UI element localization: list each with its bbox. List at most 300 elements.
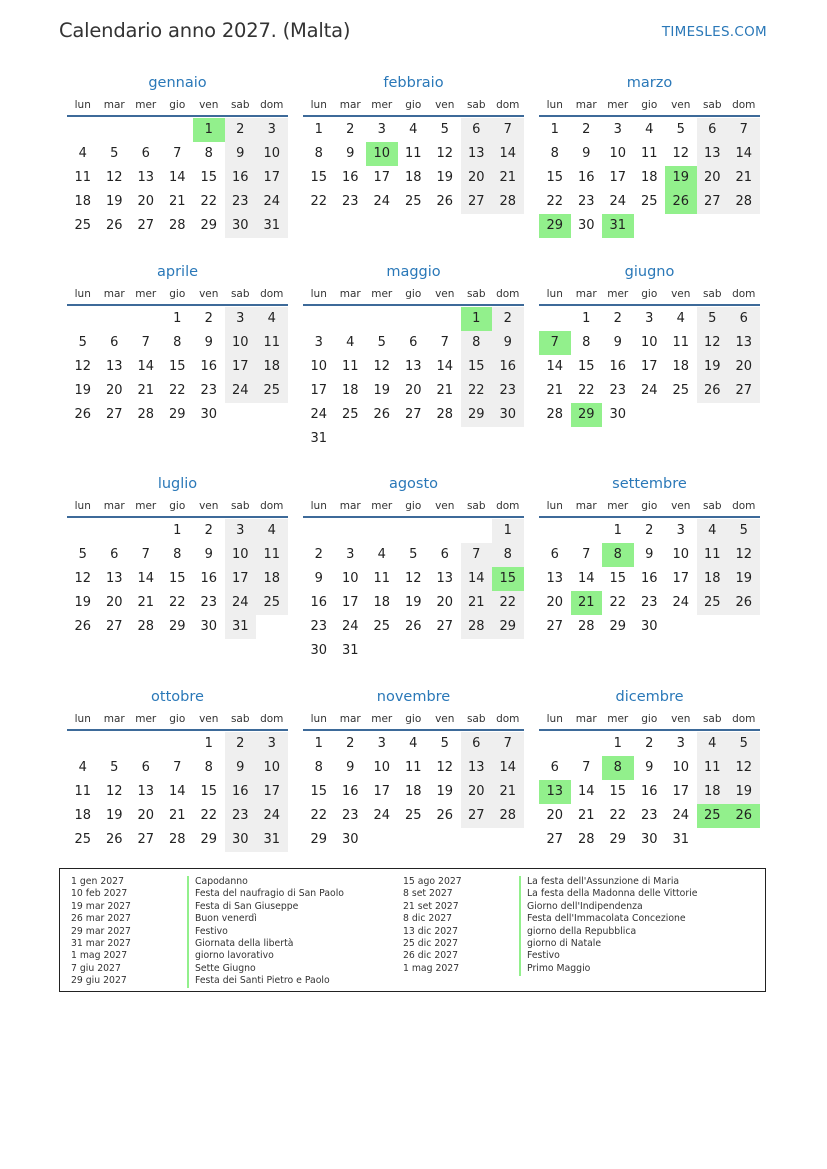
day-cell: 22 [461, 379, 493, 403]
weekday-label: dom [260, 287, 284, 300]
day-cell: 27 [697, 190, 729, 214]
day-cell: 13 [105, 571, 123, 586]
day-cell: 22 [546, 194, 564, 209]
holiday-day-cell: 8 [602, 543, 634, 567]
day-cell: 6 [110, 547, 119, 562]
day-cell: 24 [225, 591, 257, 615]
legend-holiday: giorno lavorativo [195, 950, 274, 962]
day-cell: 19 [697, 355, 729, 379]
empty-cell [130, 732, 162, 756]
empty-cell [162, 732, 194, 756]
day-cell: 10 [373, 760, 391, 775]
day-cell: 26 [105, 218, 123, 233]
weekday-label: ven [671, 98, 691, 111]
day-cell: 28 [492, 190, 524, 214]
day-cell: 18 [672, 359, 690, 374]
day-grid [539, 732, 760, 852]
day-cell: 16 [200, 571, 218, 586]
legend-dates-right [403, 876, 462, 975]
day-cell: 4 [256, 307, 288, 331]
weekday-label: mer [371, 712, 393, 725]
day-cell: 15 [609, 784, 627, 799]
day-cell: 30 [640, 832, 658, 847]
day-cell: 27 [404, 407, 422, 422]
weekday-label: sab [702, 499, 722, 512]
weekday-label: gio [169, 287, 186, 300]
page-title: Calendario anno 2027. (Malta) [59, 19, 351, 42]
weekday-label: gio [169, 499, 186, 512]
day-cell: 29 [461, 403, 493, 427]
day-cell: 13 [404, 359, 422, 374]
day-cell: 9 [225, 756, 257, 780]
day-cell: 13 [461, 756, 493, 780]
legend-holiday: Primo Maggio [527, 962, 591, 974]
day-cell: 30 [341, 832, 359, 847]
day-cell: 21 [137, 383, 155, 398]
day-cell: 17 [225, 355, 257, 379]
day-cell: 12 [373, 359, 391, 374]
day-cell: 7 [141, 547, 150, 562]
day-cell: 9 [225, 142, 257, 166]
day-cell: 10 [310, 359, 328, 374]
day-cell: 3 [676, 523, 685, 538]
day-cell: 22 [492, 591, 524, 615]
day-cell: 18 [697, 567, 729, 591]
day-cell: 28 [168, 832, 186, 847]
month-name: gennaio [148, 75, 207, 91]
day-cell: 24 [373, 808, 391, 823]
weekday-label: ven [671, 287, 691, 300]
legend-date: 29 giu 2027 [71, 975, 127, 987]
legend-holiday: Festa dell'Immacolata Concezione [527, 913, 686, 925]
day-cell: 29 [310, 832, 328, 847]
day-grid [67, 307, 288, 427]
day-cell: 2 [225, 118, 257, 142]
weekday-label: gio [405, 98, 422, 111]
legend-date: 29 mar 2027 [71, 925, 131, 937]
legend-holiday: Giornata della libertà [195, 937, 294, 949]
day-cell: 9 [645, 760, 654, 775]
holiday-day-cell: 1 [461, 307, 493, 331]
legend-date: 26 mar 2027 [71, 913, 131, 925]
day-cell: 12 [105, 784, 123, 799]
day-cell: 11 [697, 543, 729, 567]
weekday-label: mar [103, 98, 125, 111]
weekday-label: lun [310, 287, 327, 300]
month-name: febbraio [383, 75, 444, 91]
day-cell: 5 [110, 146, 119, 161]
day-grid [67, 118, 288, 238]
day-cell: 15 [168, 571, 186, 586]
day-cell: 19 [373, 383, 391, 398]
day-cell: 20 [436, 595, 454, 610]
day-grid [303, 732, 524, 852]
day-cell: 2 [225, 732, 257, 756]
day-cell: 12 [105, 170, 123, 185]
day-cell: 24 [640, 383, 658, 398]
weekday-label: ven [435, 499, 455, 512]
day-cell: 26 [105, 832, 123, 847]
weekday-header [303, 708, 524, 731]
day-cell: 15 [200, 170, 218, 185]
day-cell: 7 [461, 543, 493, 567]
holiday-day-cell: 15 [492, 567, 524, 591]
day-cell: 4 [697, 519, 729, 543]
day-cell: 18 [74, 808, 92, 823]
day-cell: 9 [346, 146, 355, 161]
holiday-day-cell: 8 [602, 756, 634, 780]
day-cell: 15 [461, 355, 493, 379]
empty-cell [398, 307, 430, 331]
day-cell: 10 [256, 142, 288, 166]
day-grid [539, 307, 760, 427]
day-cell: 13 [137, 170, 155, 185]
day-cell: 25 [373, 619, 391, 634]
day-cell: 6 [110, 335, 119, 350]
weekday-label: gio [641, 712, 658, 725]
day-cell: 19 [728, 567, 760, 591]
day-cell: 24 [672, 595, 690, 610]
day-cell: 2 [204, 523, 213, 538]
day-cell: 7 [173, 760, 182, 775]
day-cell: 19 [436, 170, 454, 185]
day-cell: 17 [341, 595, 359, 610]
day-cell: 17 [225, 567, 257, 591]
day-cell: 6 [461, 732, 493, 756]
day-cell: 11 [373, 571, 391, 586]
day-cell: 6 [440, 547, 449, 562]
day-cell: 10 [640, 335, 658, 350]
weekday-label: mer [135, 98, 157, 111]
day-cell: 30 [492, 403, 524, 427]
day-cell: 27 [461, 190, 493, 214]
day-cell: 8 [204, 146, 213, 161]
day-cell: 15 [577, 359, 595, 374]
weekday-label: mer [135, 712, 157, 725]
day-cell: 3 [256, 118, 288, 142]
month-name: giugno [624, 264, 675, 280]
day-cell: 3 [225, 307, 257, 331]
day-cell: 27 [546, 619, 564, 634]
day-cell: 5 [697, 307, 729, 331]
day-cell: 12 [672, 146, 690, 161]
month-marzo [539, 72, 760, 238]
day-cell: 23 [609, 383, 627, 398]
weekday-label: mar [103, 287, 125, 300]
day-cell: 23 [200, 595, 218, 610]
day-cell: 30 [200, 619, 218, 634]
legend-names-left [195, 876, 344, 988]
empty-cell [67, 118, 99, 142]
day-cell: 26 [728, 591, 760, 615]
day-cell: 28 [137, 619, 155, 634]
weekday-label: mer [135, 499, 157, 512]
day-cell: 26 [404, 619, 422, 634]
weekday-label: sab [466, 287, 486, 300]
weekday-header [303, 94, 524, 117]
day-cell: 23 [492, 379, 524, 403]
legend-holiday: Festa del naufragio di San Paolo [195, 888, 344, 900]
holiday-day-cell: 13 [539, 780, 571, 804]
day-cell: 4 [409, 122, 418, 137]
month-gennaio [67, 72, 288, 238]
day-cell: 1 [314, 122, 323, 137]
day-cell: 12 [436, 760, 454, 775]
holiday-day-cell: 7 [539, 331, 571, 355]
weekday-label: mar [575, 712, 597, 725]
day-cell: 8 [314, 760, 323, 775]
weekday-label: mer [607, 499, 629, 512]
weekday-label: lun [74, 499, 91, 512]
day-cell: 31 [256, 214, 288, 238]
day-cell: 27 [137, 218, 155, 233]
legend-holiday: Sette Giugno [195, 962, 256, 974]
day-cell: 13 [137, 784, 155, 799]
day-cell: 1 [314, 736, 323, 751]
day-cell: 20 [137, 808, 155, 823]
weekday-label: sab [702, 98, 722, 111]
day-cell: 25 [74, 832, 92, 847]
day-cell: 21 [168, 808, 186, 823]
holiday-day-cell: 19 [665, 166, 697, 190]
weekday-label: gio [405, 712, 422, 725]
day-cell: 18 [74, 194, 92, 209]
empty-cell [99, 732, 131, 756]
day-cell: 25 [640, 194, 658, 209]
weekday-label: ven [671, 712, 691, 725]
day-cell: 5 [676, 122, 685, 137]
empty-cell [335, 519, 367, 543]
legend-holiday: giorno della Repubblica [527, 925, 637, 937]
weekday-label: mar [339, 712, 361, 725]
weekday-header [539, 283, 760, 306]
legend-names-right [527, 876, 697, 975]
day-cell: 24 [341, 619, 359, 634]
holiday-day-cell: 1 [193, 118, 225, 142]
day-cell: 20 [105, 595, 123, 610]
day-cell: 23 [225, 190, 257, 214]
day-cell: 23 [225, 804, 257, 828]
legend-holiday: La festa della Madonna delle Vittorie [527, 888, 698, 900]
weekday-label: mar [575, 499, 597, 512]
day-cell: 30 [577, 218, 595, 233]
day-cell: 3 [346, 547, 355, 562]
day-cell: 19 [74, 383, 92, 398]
day-cell: 27 [461, 804, 493, 828]
day-cell: 17 [609, 170, 627, 185]
weekday-label: gio [641, 499, 658, 512]
weekday-label: ven [199, 287, 219, 300]
day-cell: 17 [640, 359, 658, 374]
day-cell: 5 [78, 335, 87, 350]
legend-holiday: Buon venerdì [195, 913, 257, 925]
day-cell: 9 [582, 146, 591, 161]
day-cell: 28 [577, 832, 595, 847]
day-cell: 30 [310, 643, 328, 658]
day-cell: 16 [609, 359, 627, 374]
weekday-label: mer [371, 499, 393, 512]
weekday-label: ven [435, 98, 455, 111]
holiday-day-cell: 26 [665, 190, 697, 214]
day-cell: 20 [697, 166, 729, 190]
day-cell: 11 [74, 784, 92, 799]
day-cell: 21 [492, 780, 524, 804]
day-cell: 3 [256, 732, 288, 756]
day-cell: 5 [440, 736, 449, 751]
day-cell: 15 [168, 359, 186, 374]
brand-link[interactable]: TIMESLES.COM [661, 24, 767, 40]
day-cell: 7 [582, 547, 591, 562]
day-cell: 9 [492, 331, 524, 355]
day-grid [67, 732, 288, 852]
day-cell: 27 [105, 619, 123, 634]
day-cell: 3 [645, 311, 654, 326]
empty-cell [67, 307, 99, 331]
day-cell: 14 [728, 142, 760, 166]
holiday-day-cell: 29 [539, 214, 571, 238]
month-settembre [539, 473, 760, 639]
day-cell: 14 [461, 567, 493, 591]
day-cell: 24 [609, 194, 627, 209]
day-cell: 17 [672, 784, 690, 799]
holiday-legend [59, 868, 766, 992]
day-cell: 28 [728, 190, 760, 214]
day-cell: 11 [74, 170, 92, 185]
day-cell: 4 [409, 736, 418, 751]
weekday-label: gio [169, 98, 186, 111]
empty-cell [571, 519, 603, 543]
month-novembre [303, 686, 524, 852]
weekday-label: sab [466, 499, 486, 512]
day-cell: 29 [168, 619, 186, 634]
weekday-label: mar [575, 98, 597, 111]
day-grid [303, 118, 524, 214]
legend-date: 15 ago 2027 [403, 876, 462, 887]
day-cell: 11 [341, 359, 359, 374]
day-cell: 2 [314, 547, 323, 562]
day-cell: 16 [200, 359, 218, 374]
day-cell: 4 [697, 732, 729, 756]
month-febbraio [303, 72, 524, 214]
weekday-label: mer [607, 287, 629, 300]
holiday-day-cell: 31 [602, 214, 634, 238]
legend-date: 10 feb 2027 [71, 888, 128, 900]
day-cell: 18 [373, 595, 391, 610]
day-cell: 24 [225, 379, 257, 403]
day-cell: 4 [645, 122, 654, 137]
month-giugno [539, 261, 760, 427]
weekday-label: lun [74, 712, 91, 725]
weekday-label: gio [641, 98, 658, 111]
weekday-label: ven [671, 499, 691, 512]
month-name: luglio [157, 476, 198, 492]
day-cell: 3 [377, 736, 386, 751]
empty-cell [429, 519, 461, 543]
day-cell: 29 [609, 832, 627, 847]
weekday-label: dom [496, 712, 520, 725]
day-cell: 21 [436, 383, 454, 398]
holiday-day-cell: 10 [366, 142, 398, 166]
day-cell: 31 [310, 431, 328, 446]
day-cell: 19 [105, 808, 123, 823]
day-cell: 3 [613, 122, 622, 137]
day-cell: 18 [404, 170, 422, 185]
day-cell: 7 [440, 335, 449, 350]
day-cell: 24 [256, 190, 288, 214]
day-cell: 14 [492, 756, 524, 780]
day-cell: 5 [728, 519, 760, 543]
day-cell: 8 [582, 335, 591, 350]
day-grid [67, 519, 288, 639]
day-cell: 16 [640, 571, 658, 586]
weekday-label: sab [230, 287, 250, 300]
day-cell: 13 [697, 142, 729, 166]
day-cell: 12 [697, 331, 729, 355]
day-cell: 21 [137, 595, 155, 610]
day-cell: 6 [550, 547, 559, 562]
day-cell: 17 [256, 166, 288, 190]
weekday-header [67, 495, 288, 518]
day-cell: 13 [436, 571, 454, 586]
legend-date: 31 mar 2027 [71, 937, 131, 949]
day-cell: 2 [645, 523, 654, 538]
day-cell: 10 [256, 756, 288, 780]
weekday-label: lun [74, 287, 91, 300]
day-cell: 30 [609, 407, 627, 422]
day-cell: 2 [204, 311, 213, 326]
day-cell: 12 [404, 571, 422, 586]
legend-date: 1 mag 2027 [403, 962, 460, 974]
day-cell: 13 [105, 359, 123, 374]
day-cell: 9 [314, 571, 323, 586]
legend-holiday: La festa dell'Assunzione di Maria [527, 876, 680, 887]
day-cell: 26 [373, 407, 391, 422]
day-cell: 28 [492, 804, 524, 828]
day-cell: 13 [546, 571, 564, 586]
day-cell: 28 [577, 619, 595, 634]
day-cell: 16 [225, 780, 257, 804]
weekday-label: ven [435, 712, 455, 725]
day-cell: 25 [256, 591, 288, 615]
day-grid [303, 519, 524, 663]
day-cell: 12 [436, 146, 454, 161]
day-cell: 22 [609, 595, 627, 610]
weekday-header [303, 283, 524, 306]
day-cell: 2 [582, 122, 591, 137]
day-grid [539, 118, 760, 238]
legend-holiday: Capodanno [195, 876, 248, 887]
day-cell: 24 [373, 194, 391, 209]
weekday-header [539, 708, 760, 731]
day-cell: 5 [409, 547, 418, 562]
day-cell: 15 [546, 170, 564, 185]
day-cell: 28 [137, 407, 155, 422]
weekday-label: dom [260, 499, 284, 512]
day-cell: 5 [440, 122, 449, 137]
day-cell: 25 [341, 407, 359, 422]
day-cell: 1 [613, 736, 622, 751]
day-cell: 14 [492, 142, 524, 166]
empty-cell [335, 307, 367, 331]
day-cell: 17 [373, 170, 391, 185]
legend-date: 8 set 2027 [403, 888, 453, 900]
day-cell: 7 [173, 146, 182, 161]
day-cell: 11 [672, 335, 690, 350]
day-cell: 20 [546, 808, 564, 823]
day-cell: 27 [436, 619, 454, 634]
weekday-label: lun [546, 499, 563, 512]
day-cell: 22 [200, 194, 218, 209]
